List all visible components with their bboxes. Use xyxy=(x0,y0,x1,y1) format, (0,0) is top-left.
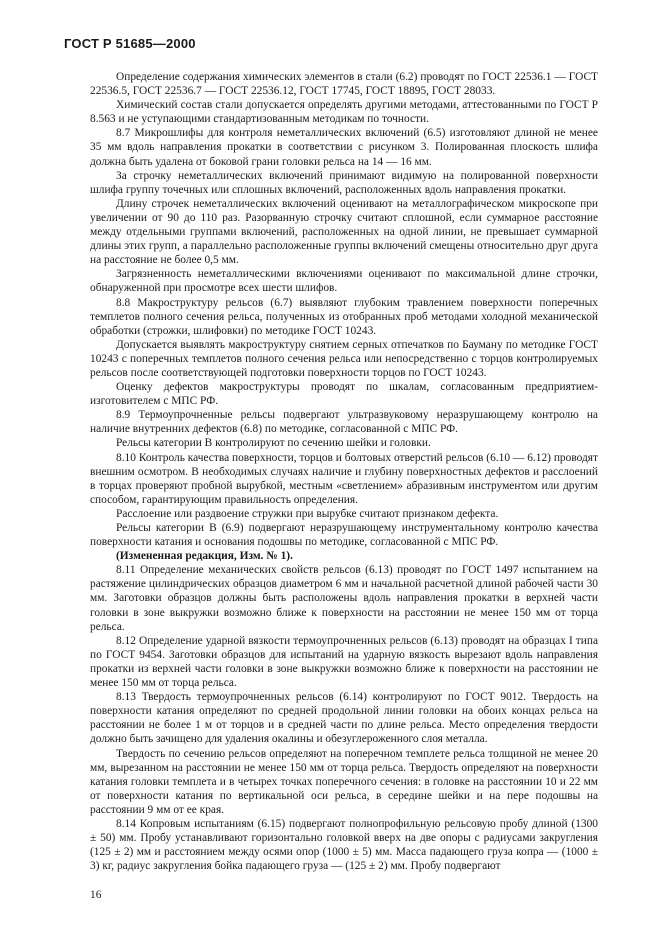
page-number: 16 xyxy=(90,889,102,901)
paragraph: 8.13 Твердость термоупрочненных рельсов (6.14) контролируют по ГОСТ 9012. Твердость на поверхности катания определяют по средней продольной линии головки на обоих концах рельса на расстоянии не более 1 м от торцов и в средней части по длине рельса. Место определения твердости должно быть зачищено для удаления окалины и обезуглероженного слоя металла. xyxy=(90,691,598,746)
paragraph: Оценку дефектов макроструктуры проводят по шкалам, согласованным предприятием-изготовителем с МПС РФ. xyxy=(90,381,598,408)
paragraph: Твердость по сечению рельсов определяют на поперечном темплете рельса толщиной не менее 20 мм, вырезанном на расстоянии не менее 150 мм от торца рельса. Твердость определяют на поверхности катания головки темплета и в четырех точках поперечного сечения: в головке на расстоянии 10 и 22 мм от поверхности катания по вертикальной оси рельса, в середине шейки и на пере подошвы на расстоянии 9 мм от ее края. xyxy=(90,747,598,816)
paragraph: Длину строчек неметаллических включений оценивают на металлографическом микроскопе при увеличении от 90 до 110 раз. Разорванную строчку считают сплошной, если суммарное расстояние между отдельными группами включений, расположенных на одной линии, не превышает суммарной длины этих групп, а параллельно расположенные группы включений смещены относительно друг друга на расстояние не более 0,5 мм. xyxy=(90,197,598,267)
paragraph: Рельсы категории В контролируют по сечению шейки и головки. xyxy=(116,437,431,450)
paragraph: 8.11 Определение механических свойств рельсов (6.13) проводят по ГОСТ 1497 испытанием на растяжение цилиндрических образцов диаметром 6 мм и начальной расчетной длиной рабочей части 30 мм. Заготовки образцов должны быть расположены вдоль направления прокатки в верхней части головки в зоне выкружки возможно ближе к поверхности на расстоянии не менее 150 мм от торца рельса. xyxy=(90,564,598,633)
paragraph: 8.14 Копровым испытаниям (6.15) подвергают полнопрофильную рельсовую пробу длиной (1300 ± 50) мм. Пробу устанавливают горизонтально головкой вверх на две опоры с радиусами закругления (125 ± 2) мм и расстоянием между осями опор (1000 ± 5) мм. Масса падающего груза копра — (1000 ± 3) кг, радиус закругления бойка падающего груза — (125 ± 2) мм. Пробу подвергают xyxy=(90,817,598,873)
paragraph: Рельсы категории В (6.9) подвергают неразрушающему инструментальному контролю качества поверхности катания и основания подошвы по методике, согласованной с МПС РФ. xyxy=(90,522,598,549)
paragraph: Химический состав стали допускается определять другими методами, аттестованными по ГОСТ Р 8.563 и не уступающими стандартизованным методикам по точности. xyxy=(90,99,598,126)
paragraph: 8.12 Определение ударной вязкости термоупрочненных рельсов (6.13) проводят на образцах I типа по ГОСТ 9454. Заготовки образцов для испытаний на ударную вязкость вырезают вдоль направления прокатки из верхней части головки в зоне выкружки возможно ближе к поверхности на расстоянии не менее 150 мм от торца рельса. xyxy=(90,634,598,690)
paragraph: 8.10 Контроль качества поверхности, торцов и болтовых отверстий рельсов (6.10 — 6.12) проводят внешним осмотром. В необходимых случаях наличие и глубину поверхностных дефектов и расслоений в торцах проверяют пробной вырубкой, местным «светлением» абразивным инструментом или другим способом, гарантирующим правильность определения. xyxy=(90,451,598,506)
paragraph: Определение содержания химических элементов в стали (6.2) проводят по ГОСТ 22536.1 — ГОСТ 22536.5, ГОСТ 22536.7 — ГОСТ 22536.12, ГОСТ 17745, ГОСТ 18895, ГОСТ 28033. xyxy=(90,71,598,98)
document-body xyxy=(90,70,598,873)
document-header: ГОСТ Р 51685—2000 xyxy=(64,36,196,51)
paragraph: Расслоение или раздвоение стружки при вырубке считают признаком дефекта. xyxy=(116,507,499,520)
paragraph: 8.9 Термоупрочненные рельсы подвергают ультразвуковому неразрушающему контролю на наличие внутренних дефектов (6.8) по методике, согласованной с МПС РФ. xyxy=(90,409,598,436)
paragraph: За строчку неметаллических включений принимают видимую на полированной поверхности шлифа группу точечных или сплошных включений, расположенных вдоль направления прокатки. xyxy=(90,169,598,196)
paragraph: 8.8 Макроструктуру рельсов (6.7) выявляют глубоким травлением поверхности поперечных темплетов полного сечения рельса, полученных из отобранных проб методами холодной механической обработки (строжки, шлифовки) по методике ГОСТ 10243. xyxy=(90,296,598,337)
paragraph: Допускается выявлять макроструктуру снятием серных отпечатков по Бауману по методике ГОСТ 10243 с поперечных темплетов полного сечения рельса или непосредственно с торцов контролируемых рельсов после соответствующей подготовки поверхности торцов по ГОСТ 10243. xyxy=(90,338,598,379)
amendment-note: (Измененная редакция, Изм. № 1). xyxy=(116,550,293,563)
paragraph: 8.7 Микрошлифы для контроля неметаллических включений (6.5) изготовляют длиной не менее 35 мм вдоль направления прокатки в соответствии с рисунком 3. Полированная плоскость шлифа должна быть удалена от боковой грани головки рельса на 14 — 16 мм. xyxy=(90,127,598,168)
paragraph: Загрязненность неметаллическими включениями оценивают по максимальной длине строчки, обнаруженной при просмотре всех шести шлифов. xyxy=(90,268,598,295)
